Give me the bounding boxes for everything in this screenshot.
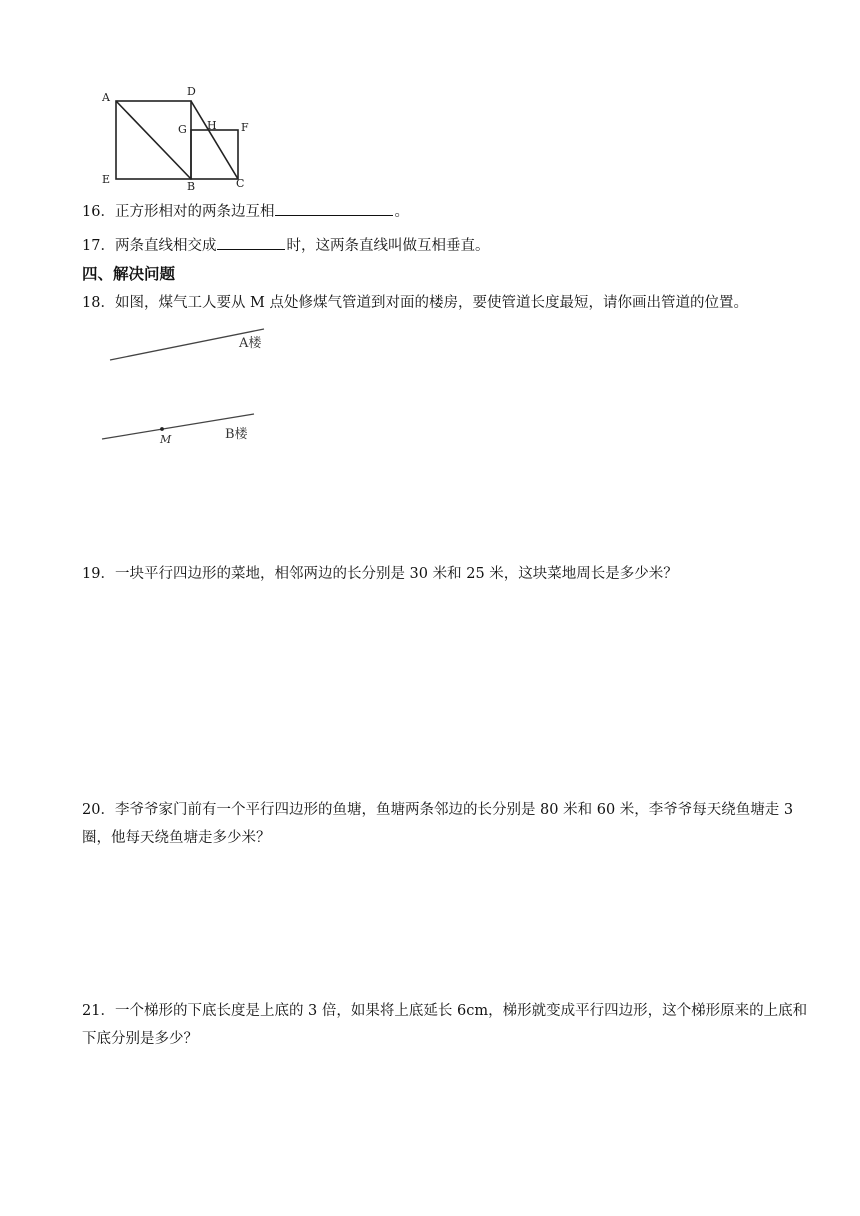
question-number: 16．	[82, 204, 115, 220]
question-21	[82, 997, 810, 1053]
question-text: 李爷爷家门前有一个平行四边形的鱼塘，鱼塘两条邻边的长分别是 80 米和 60 米，李爷爷每天绕鱼塘走 3 圈，他每天绕鱼塘走多少米？	[82, 802, 794, 846]
label-d: D	[187, 85, 196, 98]
question-text: 正方形相对的两条边互相	[114, 204, 275, 220]
question-text: 如图，煤气工人要从 M 点处修煤气管道到对面的楼房，要使管道长度最短，请你画出管道的位置。	[114, 295, 749, 311]
question-18	[82, 289, 748, 317]
answer-blank[interactable]	[217, 232, 285, 250]
label-b: B	[187, 180, 196, 193]
label-h: H	[207, 119, 217, 132]
buildings-figure	[100, 324, 290, 454]
label-e: E	[102, 173, 111, 186]
question-text: 两条直线相交成	[114, 238, 217, 254]
question-number: 20．	[82, 802, 115, 818]
answer-blank[interactable]	[275, 198, 393, 216]
segment-dc	[191, 101, 238, 179]
label-a: A	[102, 91, 110, 104]
square-gfcb	[191, 130, 238, 179]
question-17	[82, 232, 489, 260]
segment-ab	[116, 101, 191, 179]
section-title: 四、解决问题	[82, 265, 176, 283]
question-text: 一块平行四边形的菜地，相邻两边的长分别是 30 米和 25 米，这块菜地周长是多少米？	[114, 566, 678, 582]
label-f: F	[241, 121, 249, 134]
label-g: G	[178, 123, 187, 136]
point-m	[160, 427, 164, 431]
question-text-end: 。	[394, 204, 409, 220]
question-number: 19．	[82, 566, 115, 582]
building-a-label: A楼	[239, 336, 262, 351]
question-number: 17．	[82, 238, 115, 254]
squares-figure	[96, 84, 256, 194]
question-number: 18．	[82, 295, 115, 311]
point-m-label: M	[160, 433, 172, 446]
question-number: 21．	[82, 1003, 115, 1019]
question-text-end: 时，这两条直线叫做互相垂直。	[286, 238, 490, 254]
question-20	[82, 796, 810, 852]
label-c: C	[236, 177, 245, 190]
building-b-label: B楼	[225, 427, 248, 442]
question-19	[82, 560, 678, 588]
question-16	[82, 198, 409, 226]
question-text: 一个梯形的下底长度是上底的 3 倍，如果将上底延长 6cm，梯形就变成平行四边形，这个梯形原来的上底和下底分别是多少？	[82, 1003, 808, 1047]
